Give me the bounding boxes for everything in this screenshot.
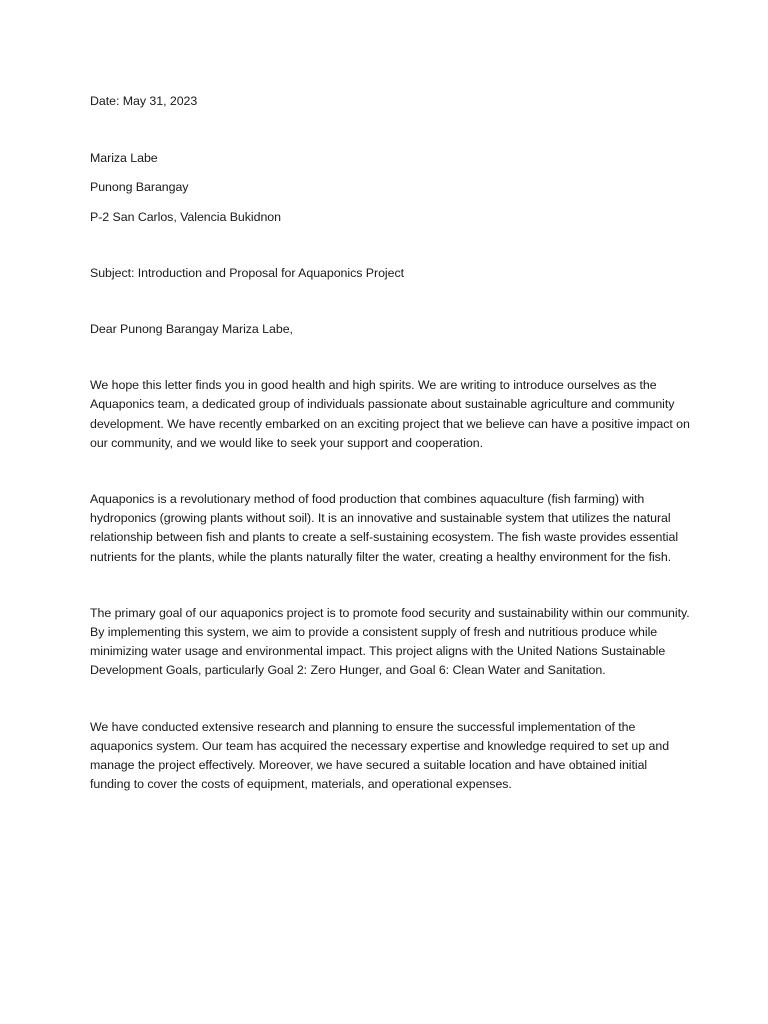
paragraph-aquaponics-definition: Aquaponics is a revolutionary method of food production that combines aquaculture (fish farming) with hydroponics (growing plants without soil). It is an innovative and sustainable system that utilizes the natural relationship between fish and plants to create a self-sustaining ecosystem. The fish waste provides essential nutrients for the plants, while the plants naturally filter the water, creating a healthy environment for the fish. [90,492,679,564]
paragraph-project-goal: The primary goal of our aquaponics project is to promote food security and sustainability within our community. By implementing this system, we aim to provide a consistent supply of fresh and nutritious produce while minimizing water usage and environmental impact. This project aligns with the United Nations Sustainable Development Goals, particularly Goal 2: Zero Hunger, and Goal 6: Clean Water and Sanitation. [90,605,690,678]
recipient-block [90,149,690,227]
paragraph-preparation: We have conducted extensive research and planning to ensure the successful implementation of the aquaponics system. Our team has acquired the necessary expertise and knowledge required to set up and manage the project effectively. Moreover, we have secured a suitable location and have obtained initial funding to cover the costs of equipment, materials, and operational expenses. [90,719,670,792]
letter-body [90,92,690,794]
letter-subject: Subject: Introduction and Proposal for Aquaponics Project [90,265,404,280]
letter-date: Date: May 31, 2023 [90,94,198,108]
recipient-name: Mariza Labe [90,151,158,166]
letter-salutation: Dear Punong Barangay Mariza Labe, [90,322,293,337]
recipient-title: Punong Barangay [90,180,189,195]
paragraph-introduction: We hope this letter finds you in good health and high spirits. We are writing to introduce ourselves as the Aquaponics team, a dedicated group of individuals passionate about sustainable agriculture and community development. We have recently embarked on an exciting project that we believe can have a positive impact on our community, and we would like to seek your support and cooperation. [90,378,690,450]
recipient-address: P-2 San Carlos, Valencia Bukidnon [90,209,281,224]
